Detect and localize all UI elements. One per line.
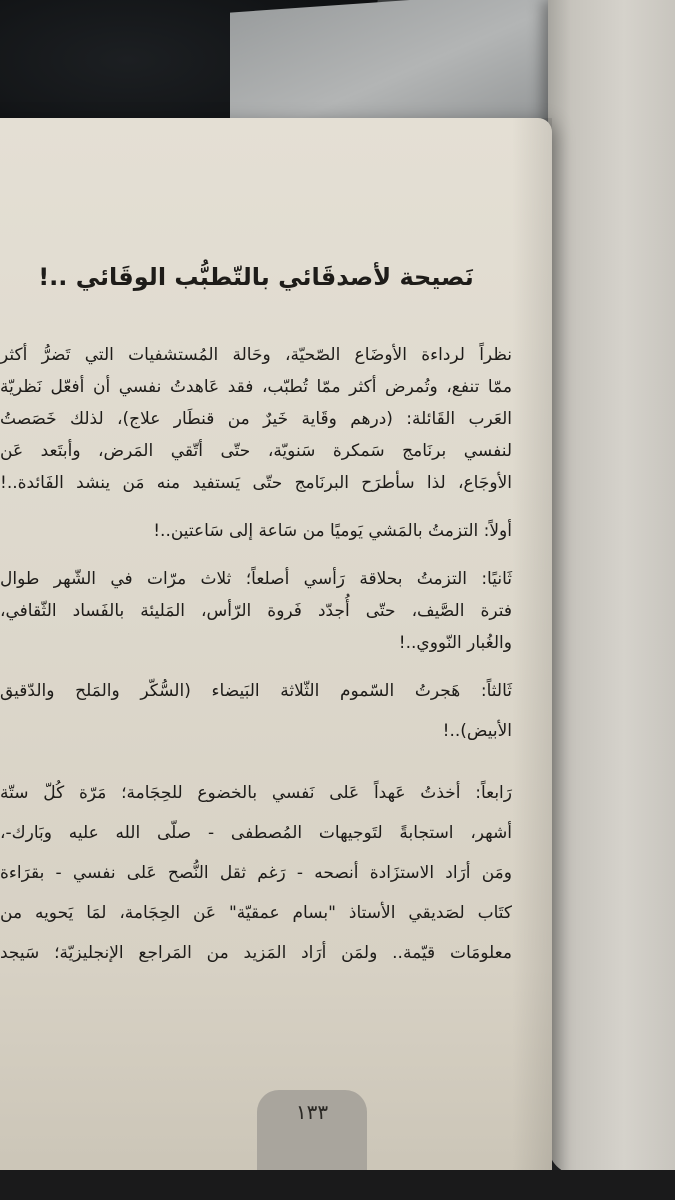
page-number: ١٣٣ bbox=[295, 1100, 329, 1124]
text-line: معلومَات قيّمة.. ولمَن أرَاد المَزيد من المَراجع الإنجليزيّة؛ سَيجد bbox=[0, 943, 512, 963]
text-line: ثَالثاً: هَجرتُ السّموم الثّلاثة البَيضاء (السُّكّر والمَلح والدّقيق bbox=[0, 681, 512, 701]
text-line: أشهر، استجابةً لتَوجيهات المُصطفى - صلّى الله عليه وبَارك-، bbox=[0, 823, 512, 843]
text-line: الأبيض)..! bbox=[442, 721, 512, 741]
text-line: لنفسي برنَامج سَمكرة سَنويّة، حتّى أتّقي المَرض، وأبتَعد عَن bbox=[0, 441, 512, 461]
text-line: ومَن أرَاد الاستزَادة أنصحه - رَغم ثقل النُّصح عَلى نفسي - بقرَاءة bbox=[0, 863, 512, 883]
text-line: والغُبار النّووي..! bbox=[398, 633, 512, 653]
text-line: فترة الصَّيف، حتّى أُجدّد فَروة الرّأس، المَليئة بالفَساد الثّقافي، bbox=[0, 601, 512, 621]
text-line: رَابعاً: أخذتُ عَهداً عَلى نَفسي بالخضوع للحِجَامة؛ مَرّة كُلّ ستّة bbox=[0, 783, 512, 803]
text-line: ممّا تنفع، وتُمرض أكثر ممّا تُطبّب، فقد عَاهدتُ نفسي أن أفعّل نَظريّة bbox=[0, 377, 512, 397]
right-book-page bbox=[548, 0, 675, 1175]
chapter-title: نَصيحة لأصدقَائي بالتّطبُّب الوقَائي ..! bbox=[38, 263, 474, 291]
book-page bbox=[0, 118, 552, 1180]
text-line: نظراً لرداءة الأوضَاع الصّحيّة، وحَالة المُستشفيات التي تَضرُّ أكثر bbox=[0, 345, 512, 365]
text-line: الأوجَاع، لذا سأطرَح البرنَامج حتّى يَستفيد منه مَن ينشد الفَائدة..! bbox=[0, 473, 512, 493]
text-line: العَرب القَائلة: (درهم وقَاية خَيرٌ من قنطَار علاج)، لذلك خَصَصتُ bbox=[0, 409, 512, 429]
page-gutter-shadow bbox=[512, 118, 552, 1180]
text-line: ثَانيًا: التزمتُ بحلاقة رَأسي أصلعاً؛ ثلاث مرّات في الشّهر طوال bbox=[0, 569, 512, 589]
bottom-shadow bbox=[0, 1170, 675, 1200]
text-line: أولاً: التزمتُ بالمَشي يَوميًا من سَاعة إلى سَاعتين..! bbox=[153, 521, 512, 541]
text-line: كتَاب لصَديقي الأستاذ "بسام عمقيّة" عَن الحِجَامة، لمَا يَحويه من bbox=[0, 903, 512, 923]
